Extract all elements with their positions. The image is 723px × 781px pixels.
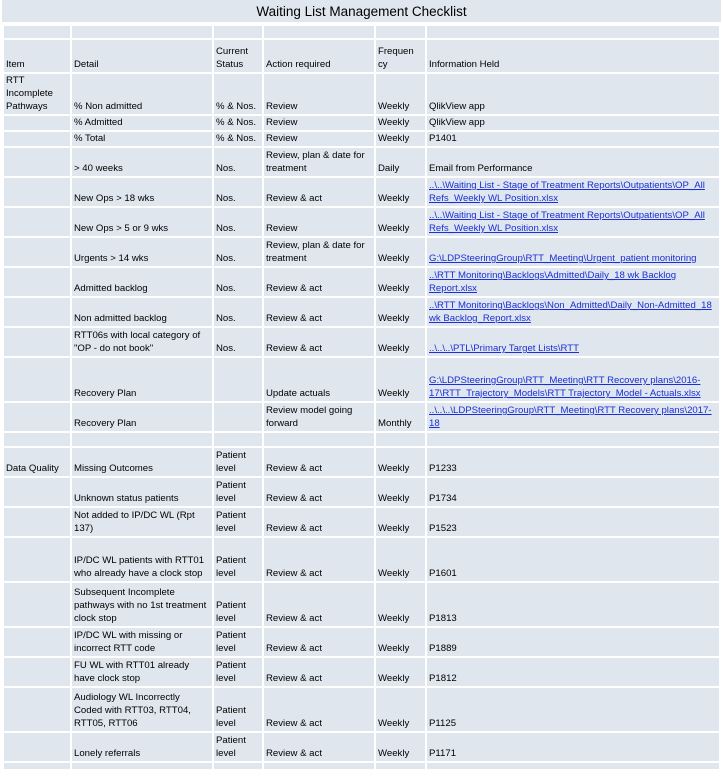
section-name-empty [3, 327, 71, 357]
table-row [3, 582, 720, 627]
table-row [3, 115, 720, 131]
section-name-empty [3, 267, 71, 297]
info-link[interactable]: ..\..\Waiting List - Stage of Treatment Reports\Outpatients\OP_All Refs_Weekly WL Position.xlsx [429, 180, 705, 204]
detail-cell: Urgents > 14 wks [71, 237, 213, 267]
action-cell: Review & act [263, 327, 375, 357]
action-cell: Review & act [263, 447, 375, 477]
status-cell [213, 357, 263, 402]
action-cell: Review & act [263, 477, 375, 507]
detail-cell: Recovery Plan [71, 357, 213, 402]
frequency-cell: Weekly [375, 177, 426, 207]
section-name-empty [3, 477, 71, 507]
checklist-sheet [2, 0, 721, 771]
status-cell: Patient level [213, 477, 263, 507]
info-cell: P1401 [426, 131, 720, 147]
table-row [3, 507, 720, 537]
table-row [3, 147, 720, 177]
action-cell: Review & act [263, 177, 375, 207]
status-cell: Nos. [213, 177, 263, 207]
section-name-empty [3, 402, 71, 432]
detail-cell: Non admitted backlog [71, 297, 213, 327]
table-row [3, 732, 720, 762]
frequency-cell: Weekly [375, 507, 426, 537]
action-cell: Review [263, 73, 375, 115]
table-row [3, 327, 720, 357]
info-link[interactable]: ..\..\..\LDPSteeringGroup\RTT_Meeting\RTT Recovery plans\2017-18 [429, 405, 712, 429]
sheet-title: Waiting List Management Checklist [2, 0, 721, 24]
detail-cell: % Admitted [71, 115, 213, 131]
info-cell: P1889 [426, 627, 720, 657]
frequency-cell: Daily [375, 147, 426, 177]
table-row [3, 447, 720, 477]
action-cell: Review & act [263, 627, 375, 657]
detail-cell: IP/DC WL with missing or incorrect RTT code [71, 627, 213, 657]
detail-cell: FU WL with RTT01 already have clock stop [71, 657, 213, 687]
section-spacer-row [3, 432, 720, 447]
frequency-cell: Weekly [375, 237, 426, 267]
frequency-cell: Weekly [375, 357, 426, 402]
header-detail: Detail [71, 39, 213, 73]
table-row [3, 237, 720, 267]
table-row [3, 177, 720, 207]
section-name-empty [3, 537, 71, 582]
table-row [3, 131, 720, 147]
action-cell: Review & act [263, 582, 375, 627]
detail-cell: Unknown status patients [71, 477, 213, 507]
status-cell: Patient level [213, 507, 263, 537]
action-cell: Review model going forward [263, 402, 375, 432]
status-cell: Patient level [213, 687, 263, 732]
info-link[interactable]: ..\RTT Monitoring\Backlogs\Admitted\Daily_18 wk Backlog Report.xlsx [429, 270, 677, 294]
info-cell: P1813 [426, 582, 720, 627]
header-row [3, 39, 720, 73]
info-link[interactable]: G:\LDPSteeringGroup\RTT_Meeting\Urgent_patient monitoring [429, 253, 697, 264]
section-name-empty [3, 115, 71, 131]
info-cell: P1601 [426, 537, 720, 582]
info-link[interactable]: ..\..\..\PTL\Primary Target Lists\RTT [429, 343, 579, 354]
action-cell: Review & act [263, 732, 375, 762]
info-cell: QlikView app [426, 73, 720, 115]
status-cell: Patient level [213, 447, 263, 477]
frequency-cell: Weekly [375, 207, 426, 237]
info-cell: P1812 [426, 657, 720, 687]
info-cell [426, 402, 720, 432]
section-name: RTT Incomplete Pathways [3, 73, 71, 115]
section-name-empty [3, 297, 71, 327]
header-frequency: Frequen cy [375, 39, 426, 73]
status-cell: Nos. [213, 207, 263, 237]
section-name-empty [3, 177, 71, 207]
info-cell [426, 177, 720, 207]
table-row [3, 207, 720, 237]
section-name: Data Quality [3, 447, 71, 477]
table-row [3, 357, 720, 402]
action-cell: Review & act [263, 687, 375, 732]
status-cell [213, 402, 263, 432]
action-cell: Review & act [263, 267, 375, 297]
action-cell: Update actuals [263, 357, 375, 402]
action-cell: Review & act [263, 507, 375, 537]
info-cell: P1171 [426, 732, 720, 762]
info-cell [426, 327, 720, 357]
header-status: Current Status [213, 39, 263, 73]
frequency-cell: Weekly [375, 447, 426, 477]
detail-cell: Audiology WL Incorrectly Coded with RTT03, RTT04, RTT05, RTT06 [71, 687, 213, 732]
detail-cell: Admitted backlog [71, 267, 213, 297]
frequency-cell: Weekly [375, 627, 426, 657]
trailing-spacer-row [3, 762, 720, 770]
action-cell: Review [263, 115, 375, 131]
status-cell: Patient level [213, 582, 263, 627]
section-name-empty [3, 131, 71, 147]
header-item: Item [3, 39, 71, 73]
info-cell: P1734 [426, 477, 720, 507]
action-cell: Review, plan & date for treatment [263, 147, 375, 177]
header-info: Information Held [426, 39, 720, 73]
table-row [3, 627, 720, 657]
section-name-empty [3, 147, 71, 177]
frequency-cell: Weekly [375, 131, 426, 147]
section-name-empty [3, 237, 71, 267]
detail-cell: New Ops > 5 or 9 wks [71, 207, 213, 237]
frequency-cell: Weekly [375, 657, 426, 687]
section-name-empty [3, 357, 71, 402]
table-row [3, 687, 720, 732]
action-cell: Review [263, 207, 375, 237]
table-row [3, 267, 720, 297]
info-cell [426, 237, 720, 267]
table-row [3, 402, 720, 432]
section-name-empty [3, 687, 71, 732]
table-row [3, 73, 720, 115]
action-cell: Review & act [263, 657, 375, 687]
spacer-row [3, 25, 720, 39]
table-row [3, 477, 720, 507]
checklist-table [2, 24, 721, 771]
action-cell: Review [263, 131, 375, 147]
frequency-cell: Weekly [375, 582, 426, 627]
frequency-cell: Weekly [375, 73, 426, 115]
info-link[interactable]: G:\LDPSteeringGroup\RTT_Meeting\RTT Recovery plans\2016-17\RTT_Trajectory_Models\RTT Trajectory_Model - Actuals.xlsx [429, 375, 701, 399]
action-cell: Review & act [263, 297, 375, 327]
frequency-cell: Weekly [375, 732, 426, 762]
frequency-cell: Weekly [375, 537, 426, 582]
status-cell: Nos. [213, 147, 263, 177]
detail-cell: New Ops > 18 wks [71, 177, 213, 207]
section-name-empty [3, 507, 71, 537]
detail-cell: Lonely referrals [71, 732, 213, 762]
status-cell: % & Nos. [213, 115, 263, 131]
detail-cell: % Non admitted [71, 73, 213, 115]
status-cell: Patient level [213, 657, 263, 687]
detail-cell: % Total [71, 131, 213, 147]
info-cell: P1233 [426, 447, 720, 477]
status-cell: Nos. [213, 327, 263, 357]
status-cell: % & Nos. [213, 131, 263, 147]
action-cell: Review & act [263, 537, 375, 582]
status-cell: Patient level [213, 732, 263, 762]
info-cell [426, 267, 720, 297]
frequency-cell: Weekly [375, 477, 426, 507]
section-name-empty [3, 732, 71, 762]
frequency-cell: Weekly [375, 267, 426, 297]
info-cell: QlikView app [426, 115, 720, 131]
info-cell [426, 207, 720, 237]
action-cell: Review, plan & date for treatment [263, 237, 375, 267]
info-link[interactable]: ..\RTT Monitoring\Backlogs\Non_Admitted\Daily_Non-Admitted_18 wk Backlog_Report.xlsx [429, 300, 712, 324]
status-cell: Patient level [213, 627, 263, 657]
detail-cell: Missing Outcomes [71, 447, 213, 477]
frequency-cell: Monthly [375, 402, 426, 432]
table-row [3, 657, 720, 687]
detail-cell: > 40 weeks [71, 147, 213, 177]
detail-cell: RTT06s with local category of "OP - do not book" [71, 327, 213, 357]
info-cell [426, 297, 720, 327]
status-cell: Patient level [213, 537, 263, 582]
section-name-empty [3, 582, 71, 627]
status-cell: % & Nos. [213, 73, 263, 115]
frequency-cell: Weekly [375, 297, 426, 327]
detail-cell: Not added to IP/DC WL (Rpt 137) [71, 507, 213, 537]
info-cell: Email from Performance [426, 147, 720, 177]
detail-cell: Subsequent Incomplete pathways with no 1st treatment clock stop [71, 582, 213, 627]
section-name-empty [3, 657, 71, 687]
info-link[interactable]: ..\..\Waiting List - Stage of Treatment Reports\Outpatients\OP_All Refs_Weekly WL Position.xlsx [429, 210, 705, 234]
table-row [3, 297, 720, 327]
status-cell: Nos. [213, 297, 263, 327]
info-cell: P1523 [426, 507, 720, 537]
detail-cell: Recovery Plan [71, 402, 213, 432]
table-row [3, 537, 720, 582]
frequency-cell: Weekly [375, 327, 426, 357]
status-cell: Nos. [213, 267, 263, 297]
section-name-empty [3, 207, 71, 237]
status-cell: Nos. [213, 237, 263, 267]
info-cell [426, 357, 720, 402]
frequency-cell: Weekly [375, 115, 426, 131]
frequency-cell: Weekly [375, 687, 426, 732]
header-action: Action required [263, 39, 375, 73]
detail-cell: IP/DC WL patients with RTT01 who already have a clock stop [71, 537, 213, 582]
info-cell: P1125 [426, 687, 720, 732]
section-name-empty [3, 627, 71, 657]
